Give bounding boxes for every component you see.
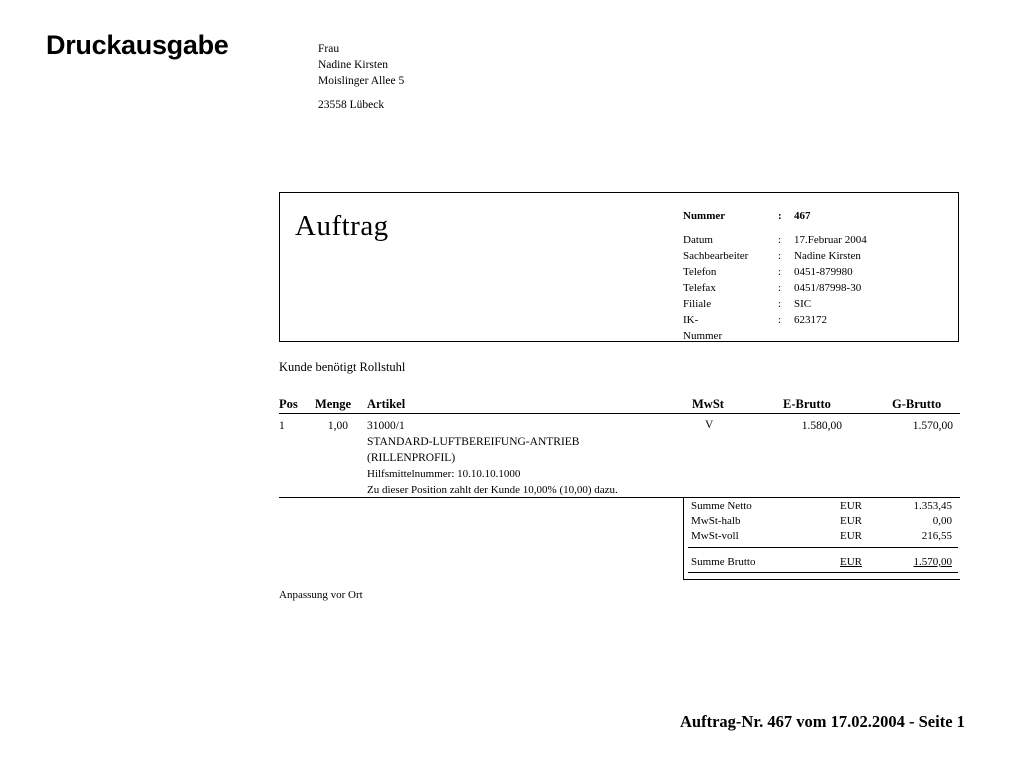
column-header-ebrutto: E-Brutto [783, 397, 831, 411]
info-colon: : [778, 210, 782, 222]
info-value: SIC [794, 298, 812, 310]
row-mwst: V [705, 419, 714, 431]
grand-total-rule [688, 572, 958, 573]
order-note: Kunde benötigt Rollstuhl [279, 360, 406, 374]
total-value: 0,00 [932, 515, 952, 527]
info-label: Sachbearbeiter [683, 250, 749, 262]
column-header-artikel: Artikel [367, 397, 406, 411]
total-currency: EUR [840, 500, 862, 512]
page-footer: Auftrag-Nr. 467 vom 17.02.2004 - Seite 1 [680, 712, 965, 731]
address-city: 23558 Lübeck [318, 99, 385, 111]
info-value: 0451/87998-30 [794, 282, 862, 294]
row-article-number: 31000/1 [367, 420, 405, 432]
row-pos: 1 [279, 420, 285, 432]
totals-rule [688, 547, 958, 548]
info-label: Telefax [683, 282, 716, 294]
total-label: Summe Netto [691, 500, 752, 512]
info-label: Filiale [683, 298, 712, 310]
grand-total-currency: EUR [840, 556, 862, 568]
total-value: 1.353,45 [913, 500, 952, 512]
info-colon: : [778, 250, 782, 262]
info-label: Datum [683, 234, 713, 246]
info-value: Nadine Kirsten [794, 250, 861, 262]
info-value: 0451-879980 [794, 266, 853, 278]
address-name: Nadine Kirsten [318, 59, 388, 71]
info-value: 623172 [794, 314, 827, 326]
table-header-rule [279, 413, 960, 414]
info-colon: : [778, 266, 782, 278]
info-value: 17.Februar 2004 [794, 234, 867, 246]
column-header-mwst: MwSt [692, 397, 724, 411]
info-colon: : [778, 314, 782, 326]
row-article-detail: (RILLENPROFIL) [367, 452, 456, 464]
total-currency: EUR [840, 530, 862, 542]
total-label: MwSt-voll [691, 530, 739, 542]
total-label: MwSt-halb [691, 515, 741, 527]
grand-total-value: 1.570,00 [913, 556, 952, 568]
row-gbrutto: 1.570,00 [912, 420, 953, 432]
total-currency: EUR [840, 515, 862, 527]
row-ebrutto: 1.580,00 [801, 420, 842, 432]
row-article-name: STANDARD-LUFTBEREIFUNG-ANTRIEB [367, 436, 580, 448]
document-title: Auftrag [295, 210, 389, 242]
total-value: 216,55 [921, 530, 952, 542]
slide-title: Druckausgabe [46, 30, 229, 60]
column-header-pos: Pos [279, 397, 298, 411]
column-header-gbrutto: G-Brutto [892, 397, 942, 411]
info-label: IK-Nummer [683, 314, 723, 342]
info-colon: : [778, 282, 782, 294]
row-article-hilfsmittel: Hilfsmittelnummer: 10.10.10.1000 [367, 468, 521, 480]
grand-total-label: Summe Brutto [691, 556, 756, 568]
info-value: 467 [794, 210, 811, 222]
info-label: Nummer [683, 210, 726, 222]
column-header-menge: Menge [315, 397, 352, 411]
address-salutation: Frau [318, 43, 340, 55]
remark-text: Anpassung vor Ort [279, 589, 363, 601]
address-street: Moislinger Allee 5 [318, 75, 405, 87]
info-colon: : [778, 298, 782, 310]
info-label: Telefon [683, 266, 717, 278]
row-article-copayment: Zu dieser Position zahlt der Kunde 10,00% (10,00) dazu. [367, 484, 618, 496]
row-menge: 1,00 [327, 420, 348, 432]
info-colon: : [778, 234, 782, 246]
